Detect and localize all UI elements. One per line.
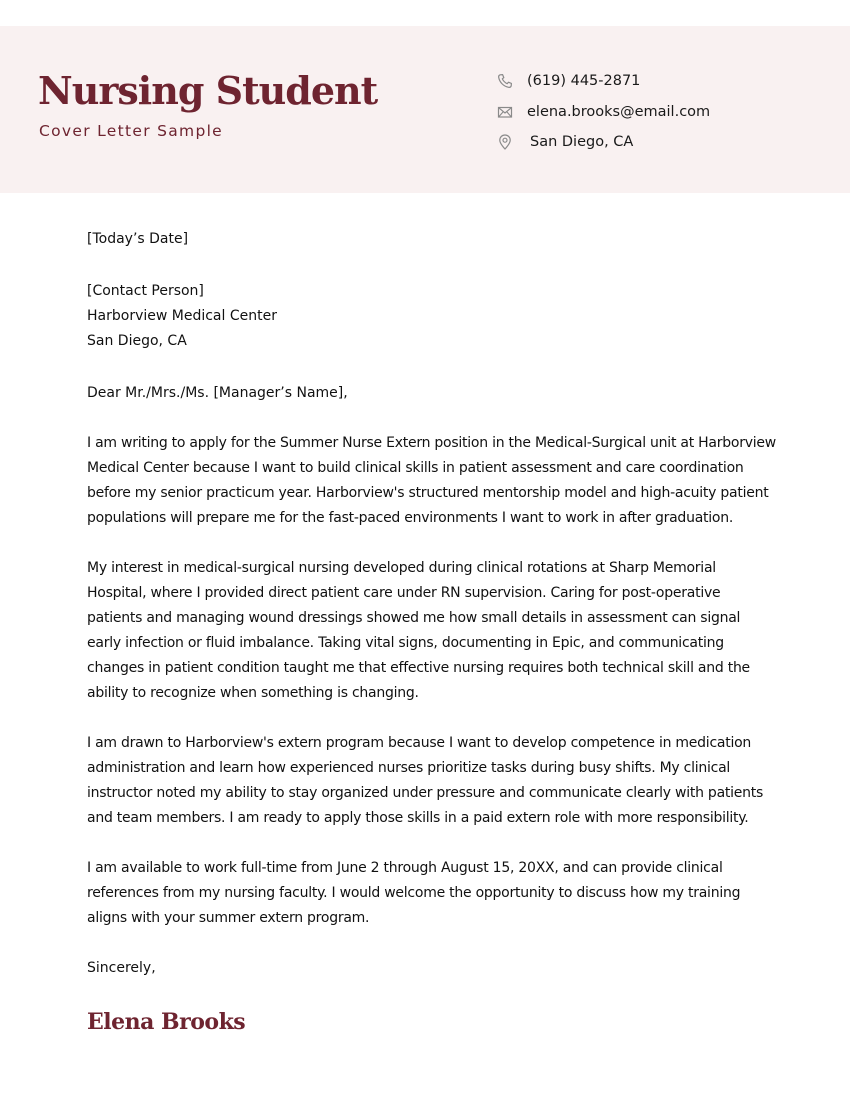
location-text: San Diego, CA (530, 134, 634, 150)
letter-closing: Sincerely, (87, 960, 156, 976)
contact-phone (497, 70, 640, 92)
letter-paragraph: My interest in medical-surgical nursing developed during clinical rotations at Sharp Memorial Hospital, where I provided direct patient care under RN supervision. Caring for post-operative patients and managing wound dressings showed me how small details in assessment can signal early infection or fluid imbalance. Taking vital signs, documenting in Epic, and communicating changes in patient condition taught me that effective nursing requires both technical skill and the ability to recognize when something is changing. (87, 560, 750, 701)
letter-date: [Today’s Date] (87, 231, 189, 247)
letter-paragraph: I am drawn to Harborview's extern program because I want to develop competence in medication administration and learn how experienced nurses prioritize tasks during busy shifts. My clinical instructor noted my ability to stay organized under pressure and communicate clearly with patients and team members. I am ready to apply those skills in a paid extern role with more responsibility. (87, 735, 764, 826)
recipient-city: San Diego, CA (87, 333, 187, 349)
contact-email (497, 101, 710, 123)
phone-number: (619) 445-2871 (527, 73, 641, 89)
email-address: elena.brooks@email.com (527, 104, 711, 120)
letter-greeting: Dear Mr./Mrs./Ms. [Manager’s Name], (87, 385, 348, 401)
letter-body (87, 227, 777, 1033)
letter-paragraph: I am available to work full-time from June 2 through August 15, 20XX, and can provide clinical references from my nursing faculty. I would welcome the opportunity to discuss how my training aligns with your summer extern program. (87, 860, 741, 926)
recipient-organization: Harborview Medical Center (87, 308, 277, 324)
letter-paragraph: I am writing to apply for the Summer Nurse Extern position in the Medical-Surgical unit at Harborview Medical Center because I want to build clinical skills in patient assessment and care coordination before my senior practicum year. Harborview's structured mentorship model and high-acuity patient populations will prepare me for the fast-paced environments I want to work in after graduation. (87, 435, 776, 526)
location-pin-icon (497, 134, 513, 150)
page-title: Nursing Student (38, 68, 378, 113)
phone-icon (497, 73, 513, 89)
page-subtitle: Cover Letter Sample (39, 122, 224, 140)
signature-name: Elena Brooks (87, 1009, 246, 1035)
mail-icon (497, 104, 513, 120)
recipient-contact: [Contact Person] (87, 283, 204, 299)
contact-location (497, 131, 633, 153)
